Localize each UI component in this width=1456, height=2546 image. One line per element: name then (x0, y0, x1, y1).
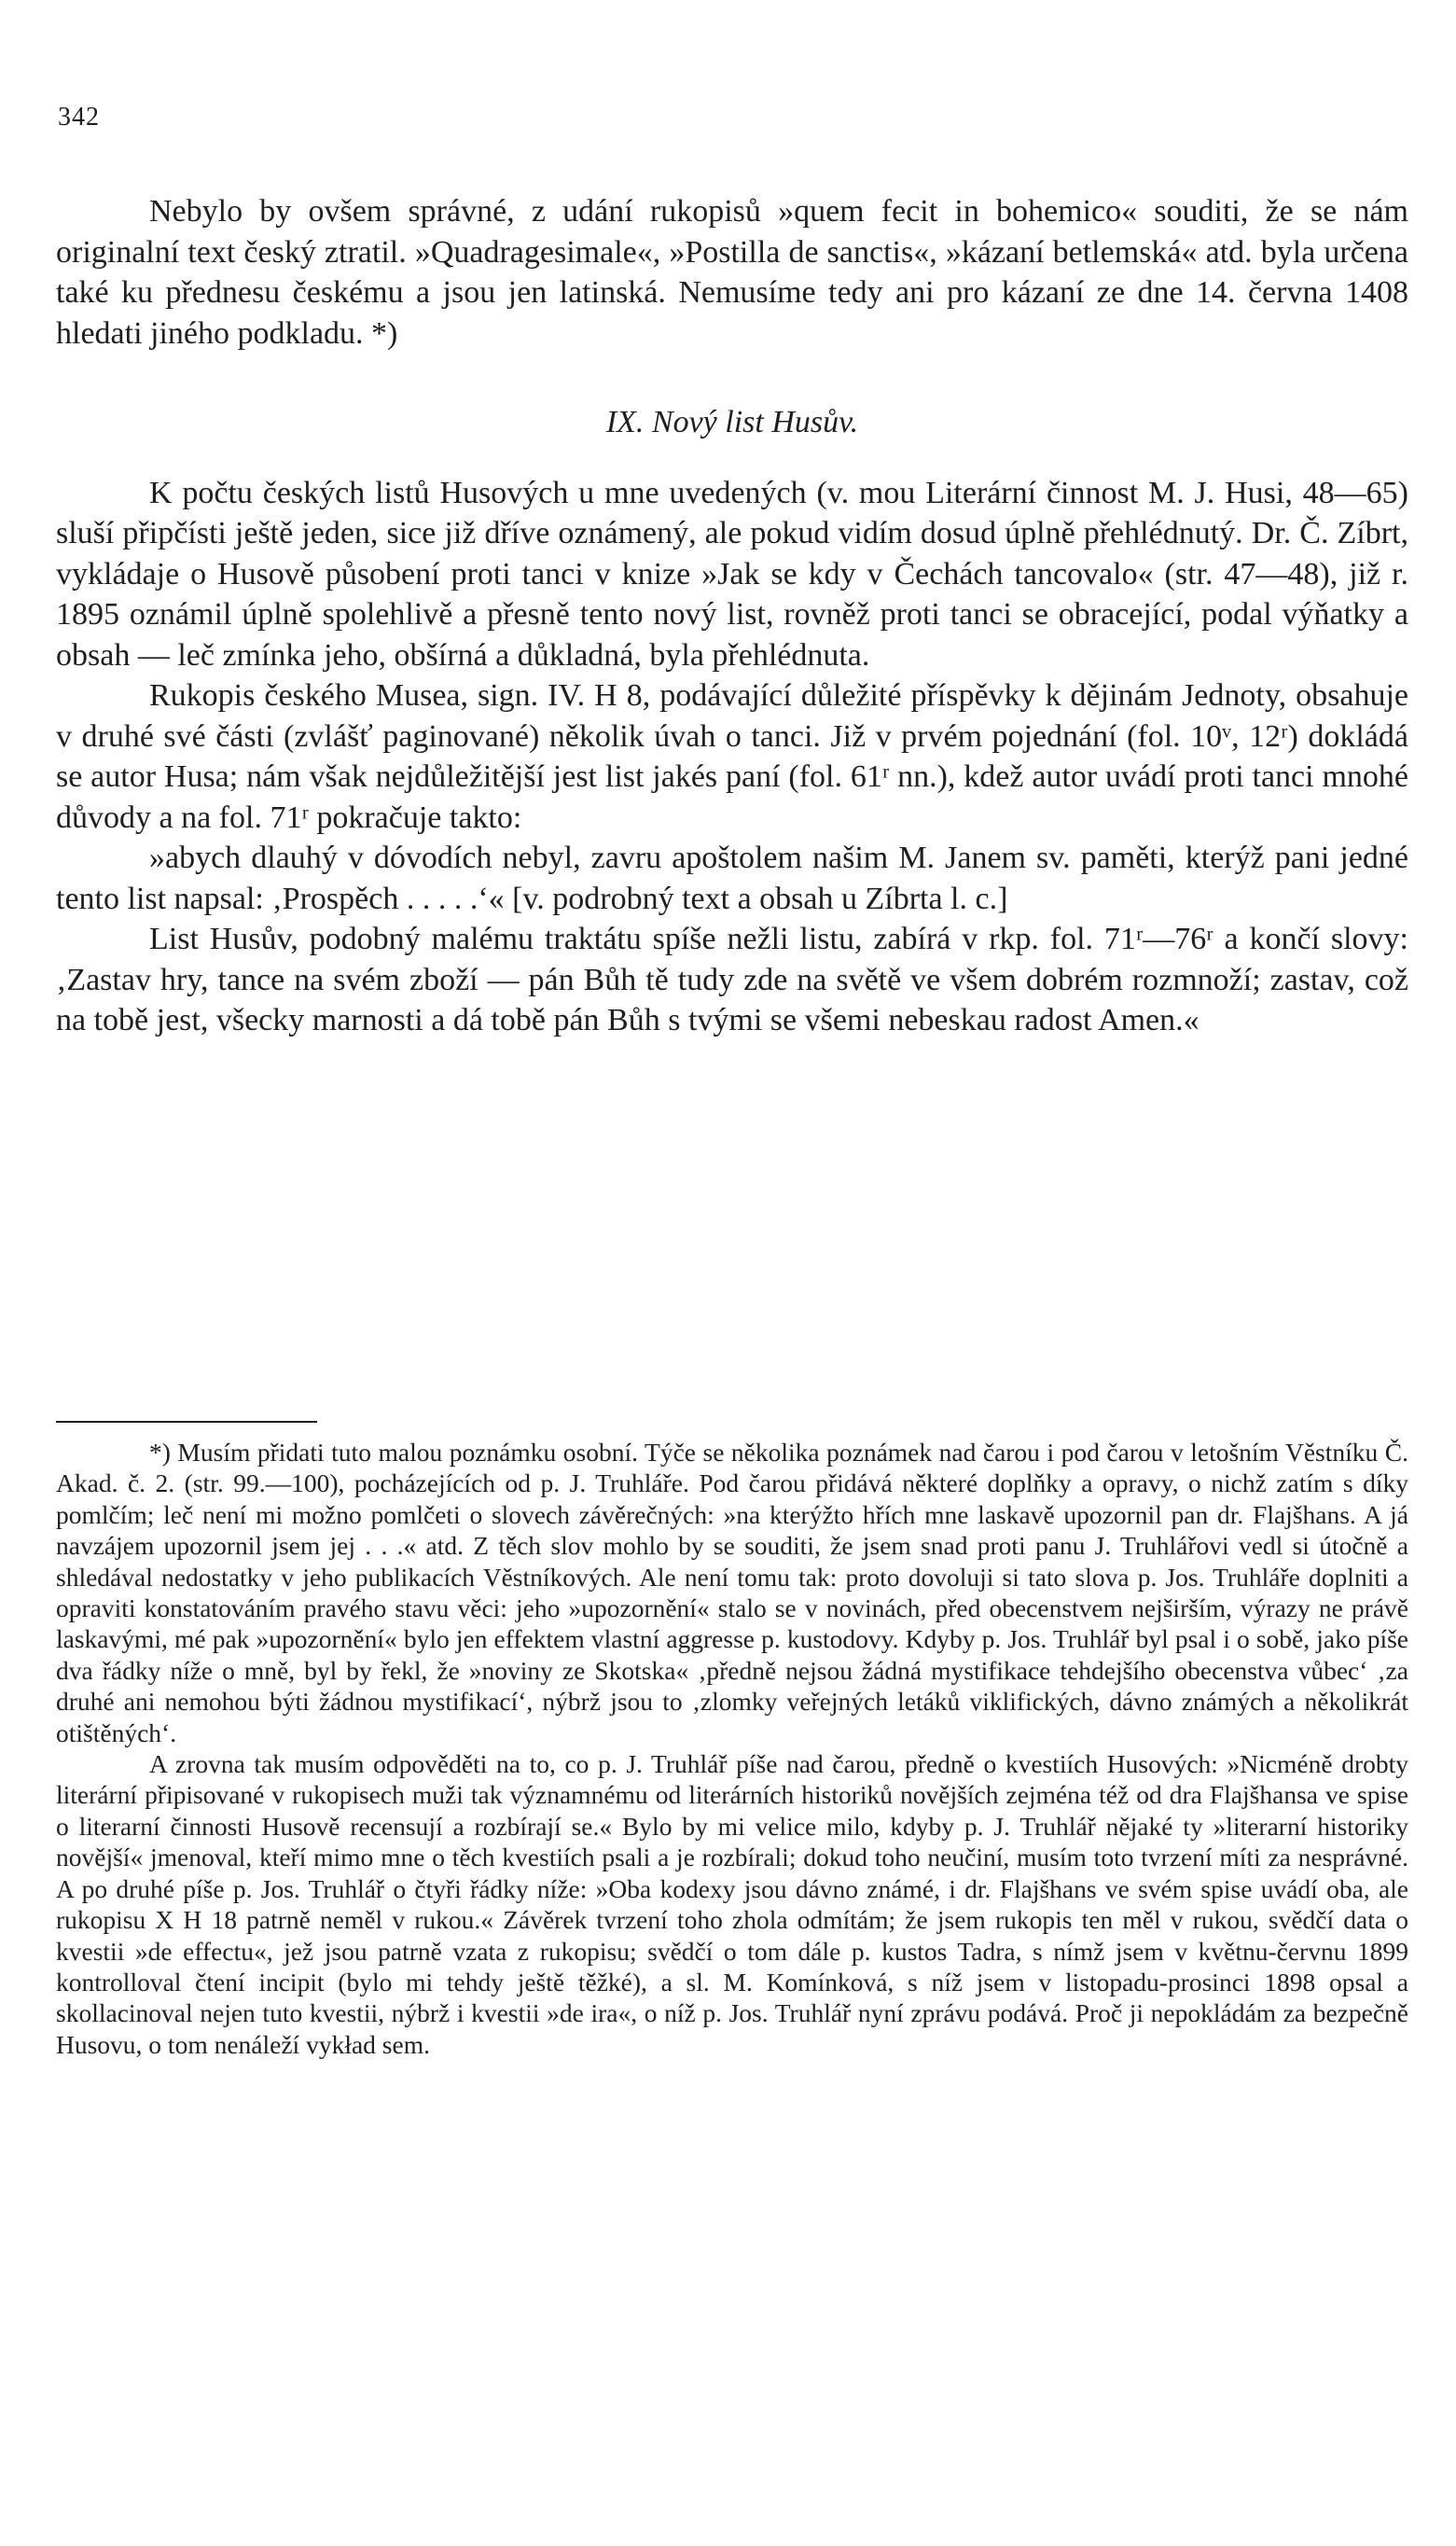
paragraph-1: Nebylo by ovšem správné, z udání rukopisů »quem fecit in bohemico« souditi, že se nám originalní text český ztratil. »Quadragesimale«, »Postilla de sanctis«, »kázaní betlemská« atd. byla určena také ku přednesu českému a jsou jen latinská. Nemusíme tedy ani pro kázaní ze dne 14. června 1408 hledati jiného podkladu. *) (56, 194, 1408, 351)
footnotes (56, 1437, 1408, 2060)
paragraph-4: »abych dlauhý v dóvodích nebyl, zavru apoštolem našim M. Janem sv. paměti, kterýž pani jedné tento list napsal: ‚Prospěch . . . . .‘« [v. podrobný text a obsah u Zíbrta l. c.] (56, 841, 1408, 916)
paragraph-5: List Husův, podobný malému traktátu spíše nežli listu, zabírá v rkp. fol. 71ʳ—76ʳ a končí slovy: ‚Zastav hry, tance na svém zboží — pán Bůh tě tudy zde na světě ve všem dobrém rozmnoží; zastav, což na tobě jest, všecky marnosti a dá tobě pán Bůh s tvými se všemi nebeskau radost Amen.« (56, 922, 1408, 1037)
footnote-1: *) Musím přidati tuto malou poznámku osobní. Týče se několika poznámek nad čarou i pod čarou v letošním Věstníku Č. Akad. č. 2. (str. 99.—100), pocházejících od p. J. Truhláře. Pod čarou přidává některé doplňky a opravy, o nichž zatím s díky pomlčím; leč není mi možno pomlčeti o slovech závěrečných: »na kterýžto hřích mne laskavě upozornil pan dr. Flajšhans. A já navzájem upozornil jsem jej . . .« atd. Z těch slov mohlo by se souditi, že jsem snad proti panu J. Truhlářovi vedl si útočně a shledával nedostatky v jeho publikacích Věstníkových. Ale není tomu tak: proto dovoluji si tato slova p. Jos. Truhláře doplniti a opraviti konstatováním pravého stavu věci: jeho »upozornění« stalo se v novinách, před obecenstvem nejširším, výrazy ne právě laskavými, mé pak »upozornění« bylo jen effektem vlastní aggresse p. kustodovy. Kdyby p. Jos. Truhlář byl psal i o sobě, jako píše dva řádky níže o mně, byl by řekl, že »noviny ze Skotska« ‚předně nejsou žádná mystifikace tehdejšího obecenstva vůbec‘ ‚za druhé ani nemohou býti žádnou mystifikací‘, nýbrž jsou to ‚zlomky veřejných letáků viklifických, dávno známých a několikrát otištěných‘. (56, 1438, 1408, 1747)
section-heading: IX. Nový list Husův. (605, 405, 859, 439)
main-text (56, 191, 1408, 1041)
paragraph-2: K počtu českých listů Husových u mne uvedených (v. mou Literární činnost M. J. Husi, 48—65) sluší připčísti ještě jeden, sice již dříve oznámený, ale pokud vidím dosud úplně přehlédnutý. Dr. Č. Zíbrt, vykládaje o Husově působení proti tanci v knize »Jak se kdy v Čechách tancovalo« (str. 47—48), již r. 1895 oznámil úplně spolehlivě a přesně tento nový list, rovněž proti tanci se obracející, podal výňatky a obsah — leč zmínka jeho, obšírná a důkladná, byla přehlédnuta. (56, 475, 1408, 673)
paragraph-3: Rukopis českého Musea, sign. IV. H 8, podávající důležité příspěvky k dějinám Jednoty, obsahuje v druhé své části (zvlášť paginované) několik úvah o tanci. Již v prvém pojednání (fol. 10ᵛ, 12ʳ) dokládá se autor Husa; nám však nejdůležitější jest list jakés paní (fol. 61ʳ nn.), kdež autor uvádí proti tanci mnohé důvody a na fol. 71ʳ pokračuje takto: (56, 678, 1408, 835)
footnote-divider (56, 1421, 317, 1423)
footnote-2: A zrovna tak musím odpověděti na to, co p. J. Truhlář píše nad čarou, předně o kvestiích Husových: »Nicméně drobty literární připisované v rukopisech muži tak významnému od literárních historiků novějších zejména též od dra Flajšhansa ve spise o literarní činnosti Husově recensují a rozbírají se.« Bylo by mi velice milo, kdyby p. J. Truhlář nějaké ty »literarní historiky novější« jmenoval, kteří mimo mne o těch kvestiích psali a je rozbírali; dokud toho neučiní, musím toto tvrzení míti za nesprávné. A po druhé píše p. Jos. Truhlář o čtyři řádky níže: »Oba kodexy jsou dávno známé, i dr. Flajšhans ve svém spise uvádí oba, ale rukopisu X H 18 patrně neměl v rukou.« Závěrek tvrzení toho zhola odmítám; že jsem rukopis ten měl v rukou, svědčí data o kvestii »de effectu«, jež jsou patrně vzata z rukopisu; svědčí o tom dále p. kustos Tadra, s nímž jsem v květnu-červnu 1899 kontrolloval čtení incipit (bylo mi tehdy ještě těžké), a sl. M. Komínková, s níž jsem v listopadu-prosinci 1898 opsal a skollacinoval nejen tuto kvestii, nýbrž i kvestii »de ira«, o níž p. Jos. Truhlář nyní zprávu podává. Proč ji nepokládám za bezpečně Husovu, o tom nenáleží vykład sem. (56, 1749, 1408, 2059)
page-number: 342 (58, 103, 100, 132)
